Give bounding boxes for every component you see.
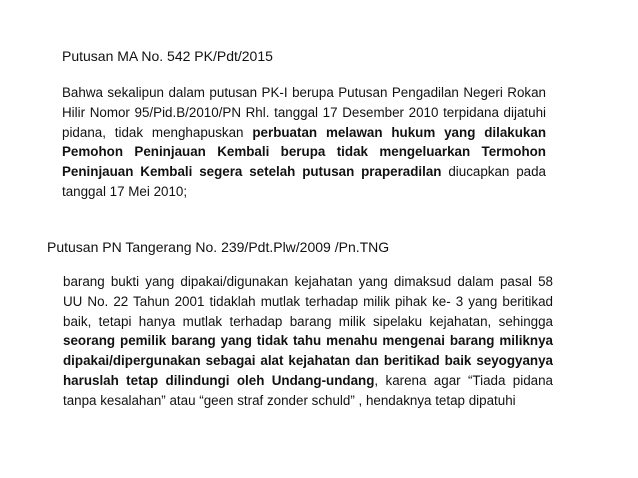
section1-text-c: diucapkan pada tanggal 17 Mei 2010; [62,164,546,199]
section2-text-a: barang bukti yang dipakai/digunakan kejahatan yang dimaksud dalam pasal 58 UU No. 22 Tahun 2001 tidaklah mutlak terhadap milik pihak ke- 3 yang beritikad baik, tetapi hanya mutlak terhadap barang milik sipelaku kejahatan, sehingga [63,274,553,329]
section1-text-bold: perbuatan melawan hukum yang dilakukan Pemohon Peninjauan Kembali berupa tidak mengeluarkan Termohon Peninjauan Kembali segera setelah putusan praperadilan [62,124,546,180]
section1-text-a: Bahwa sekalipun dalam putusan PK-I berupa Putusan Pengadilan Negeri Rokan Hilir Nomor 95/Pid.B/2010/PN Rhl. tanggal 17 Desember 2010 terpidana dijatuhi pidana, tidak menghapuskan [62,85,546,140]
section2-paragraph [63,272,553,411]
section2-heading: Putusan PN Tangerang No. 239/Pdt.Plw/2009 /Pn.TNG [47,239,390,255]
section2-text-bold: seorang pemilik barang yang tidak tahu menahu mengenai barang miliknya dipakai/dipergunakan sebagai alat kejahatan dan beritikad baik seyogyanya haruslah tetap dilindungi oleh Undang-undang [63,333,553,388]
section1-paragraph [62,83,546,202]
section1-heading: Putusan MA No. 542 PK/Pdt/2015 [62,48,273,64]
section2-text-c: , karena agar “Tiada pidana tanpa kesalahan” atau “geen straf zonder schuld” , hendaknya tetap dipatuhi [63,372,554,408]
